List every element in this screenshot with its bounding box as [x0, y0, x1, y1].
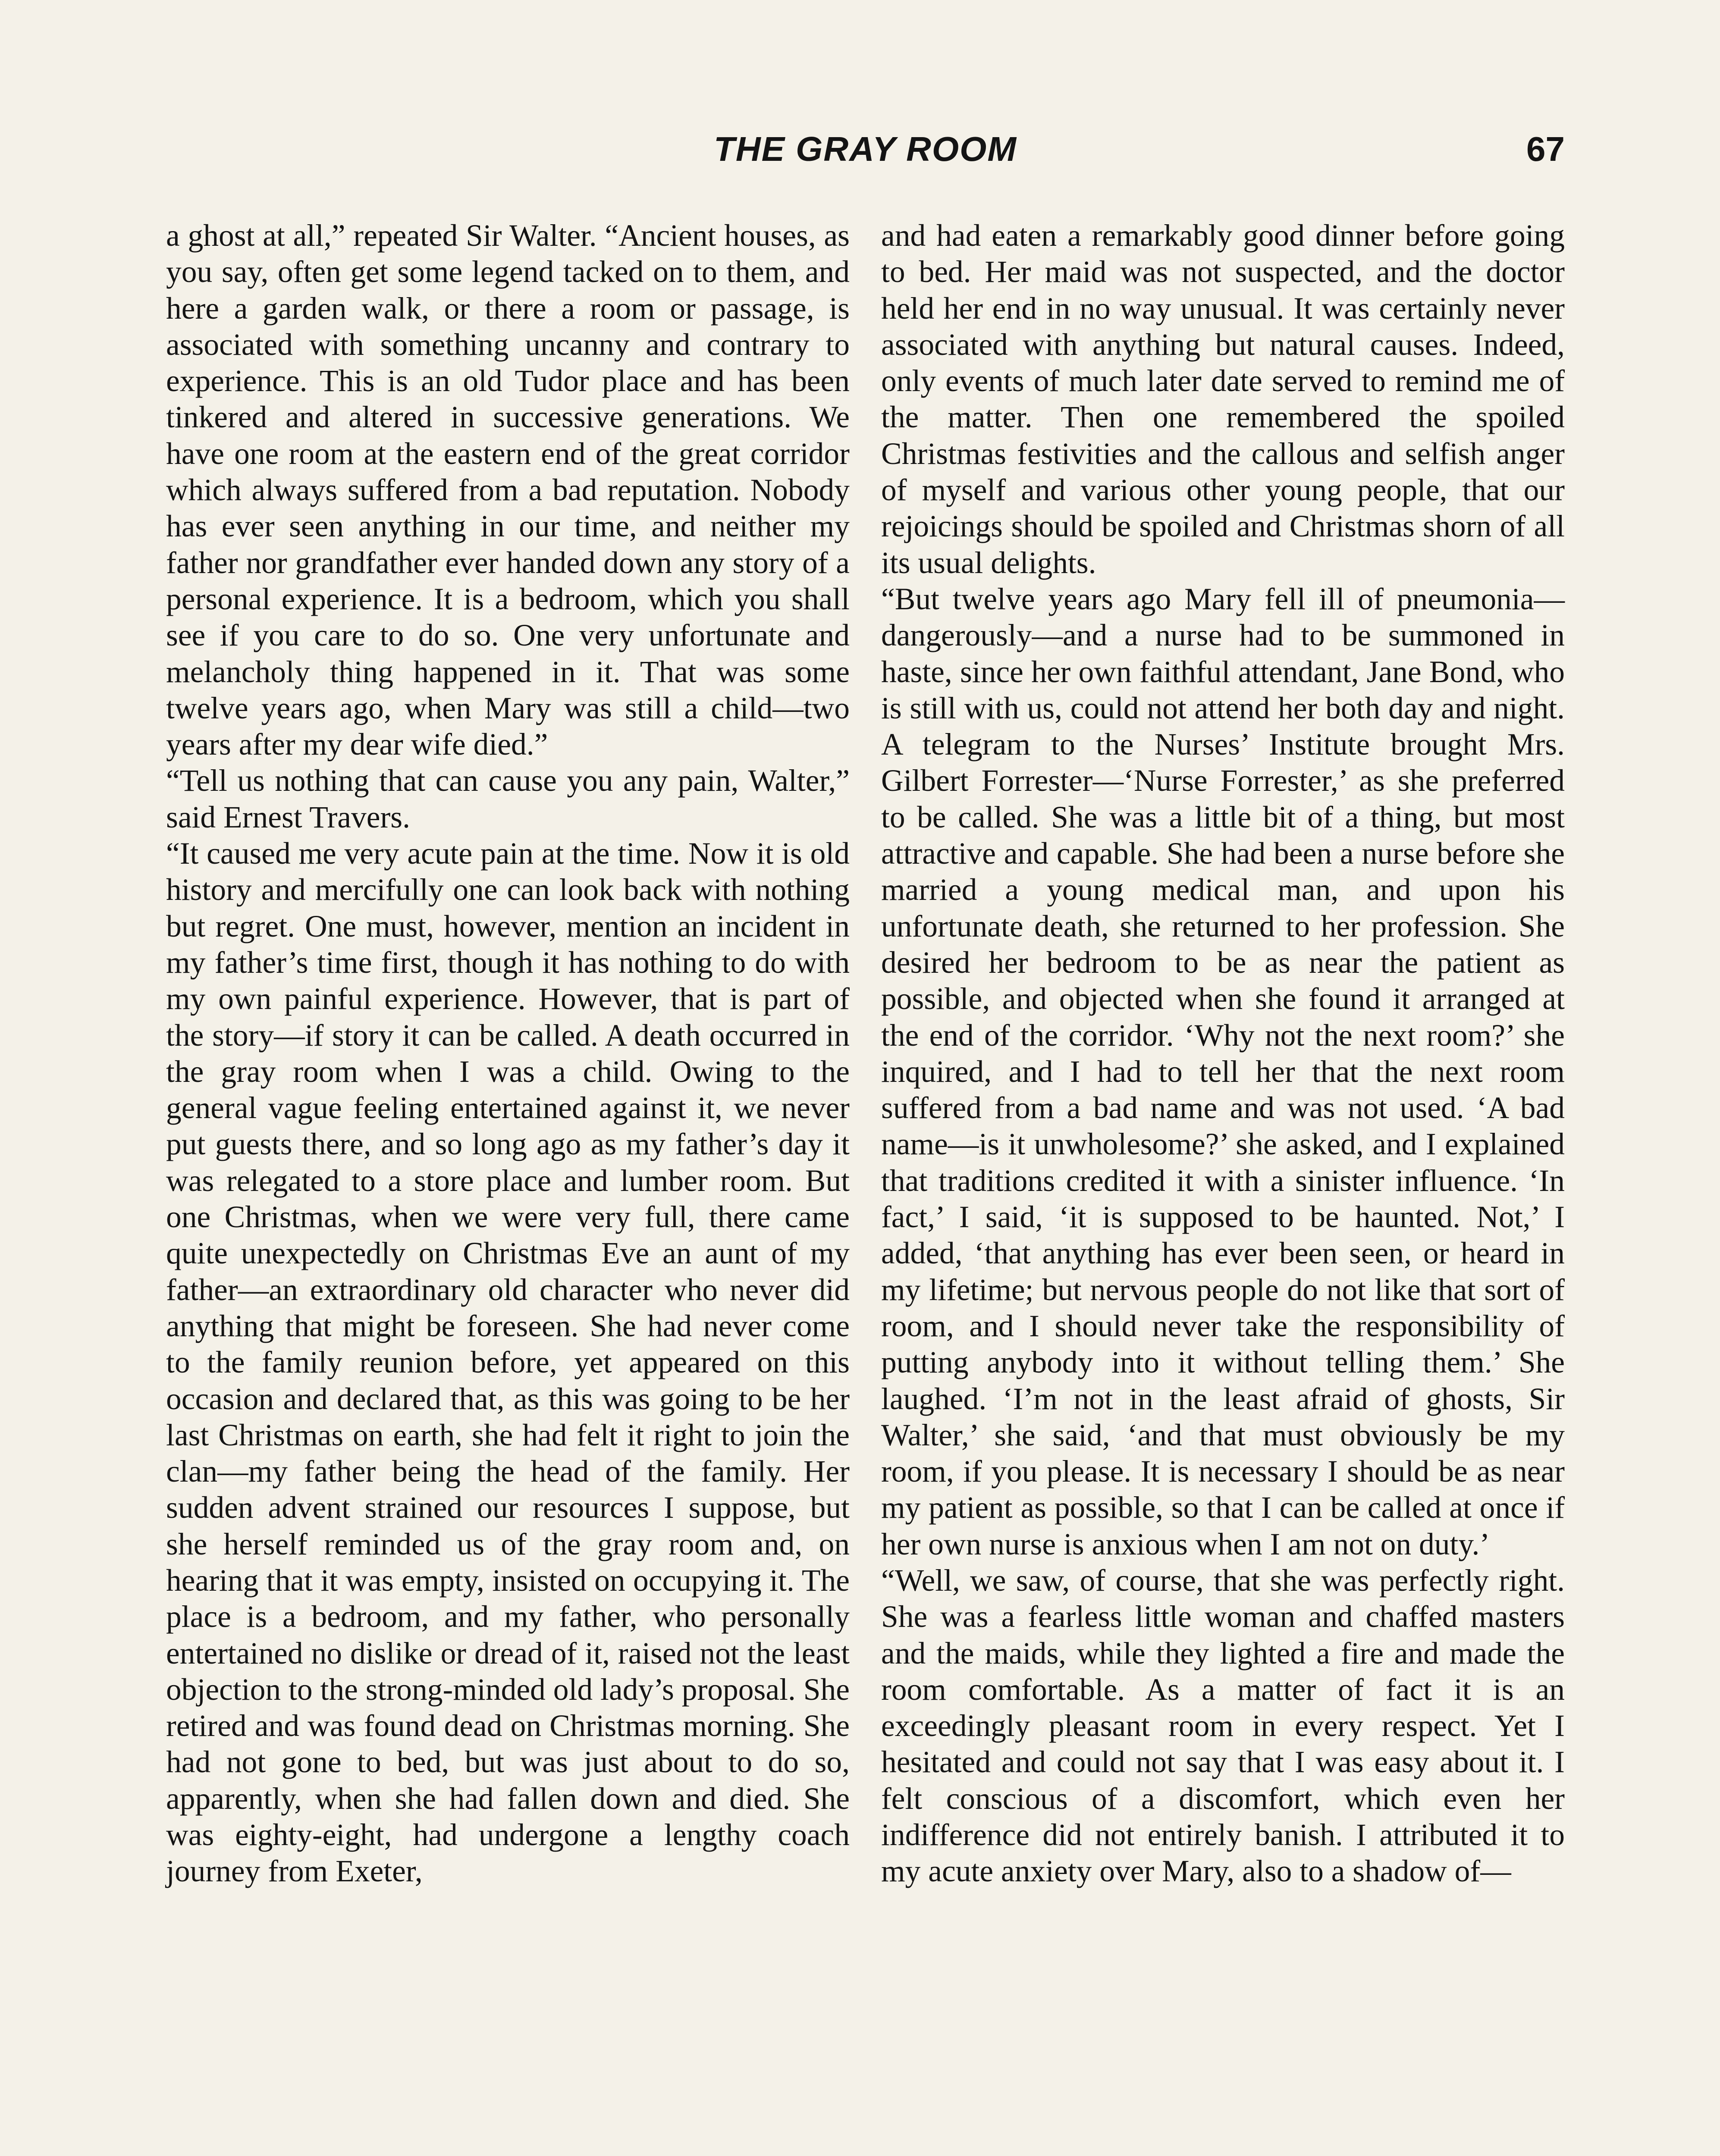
paragraph: and had eaten a remarkably good dinner before going to bed. Her maid was not suspected, and the doctor held her end in no way unusual. It was certainly never associated with anything but natural causes. Indeed, only events of much later date served to remind me of the matter. Then one remembered the spoiled Christmas festivities and the callous and selfish anger of myself and various other young people, that our rejoicings should be spoiled and Christmas shorn of all its usual delights.	[881, 219, 1565, 580]
paragraph: “Tell us nothing that can cause you any pain, Walter,” said Ernest Travers.	[166, 764, 850, 834]
left-text-column	[166, 218, 850, 1890]
paragraph: “Well, we saw, of course, that she was perfectly right. She was a fearless little woman and chaffed masters and the maids, while they lighted a fire and made the room comfortable. As a matter of fact it is an exceedingly pleasant room in every respect. Yet I hesitated and could not say that I was easy about it. I felt conscious of a discomfort, which even her indifference did not entirely banish. I attributed it to my acute anxiety over Mary, also to a shadow of—	[881, 1563, 1565, 1889]
running-head	[166, 129, 1565, 181]
page-number: 67	[1526, 130, 1565, 168]
running-title: THE GRAY ROOM	[713, 130, 1017, 168]
right-text-column	[881, 218, 1565, 1890]
paragraph: a ghost at all,” repeated Sir Walter. “Ancient houses, as you say, often get some legend tacked on to them, and here a garden walk, or there a room or passage, is associated with something uncanny and contrary to experience. This is an old Tudor place and has been tinkered and altered in successive generations. We have one room at the eastern end of the great corridor which always suffered from a bad reputation. Nobody has ever seen anything in our time, and neither my father nor grandfather ever handed down any story of a personal experience. It is a bedroom, which you shall see if you care to do so. One very unfortunate and melancholy thing happened in it. That was some twelve years ago, when Mary was still a child—two years after my dear wife died.”	[166, 219, 850, 762]
paragraph: “But twelve years ago Mary fell ill of pneumonia—dangerously—and a nurse had to be summoned in haste, since her own faithful attendant, Jane Bond, who is still with us, could not attend her both day and night. A telegram to the Nurses’ Institute brought Mrs. Gilbert Forrester—‘Nurse Forrester,’ as she preferred to be called. She was a little bit of a thing, but most attractive and capable. She had been a nurse before she married a young medical man, and upon his unfortunate death, she returned to her profession. She desired her bedroom to be as near the patient as possible, and objected when she found it arranged at the end of the corridor. ‘Why not the next room?’ she inquired, and I had to tell her that the next room suffered from a bad name and was not used. ‘A bad name—is it unwholesome?’ she asked, and I explained that traditions credited it with a sinister influence. ‘In fact,’ I said, ‘it is supposed to be haunted. Not,’ I added, ‘that anything has ever been seen, or heard in my lifetime; but nervous people do not like that sort of room, and I should never take the responsibility of putting anybody into it without telling them.’ She laughed. ‘I’m not in the least afraid of ghosts, Sir Walter,’ she said, ‘and that must obviously be my room, if you please. It is necessary I should be as near my patient as possible, so that I can be called at once if her own nurse is anxious when I am not on duty.’	[881, 582, 1565, 1561]
paragraph: “It caused me very acute pain at the time. Now it is old history and mercifully one can look back with nothing but regret. One must, however, mention an incident in my father’s time first, though it has nothing to do with my own painful experience. However, that is part of the story—if story it can be called. A death occurred in the gray room when I was a child. Owing to the general vague feeling entertained against it, we never put guests there, and so long ago as my father’s day it was relegated to a store place and lumber room. But one Christmas, when we were very full, there came quite unexpectedly on Christmas Eve an aunt of my father—an extraordinary old character who never did anything that might be foreseen. She had never come to the family reunion before, yet appeared on this occasion and declared that, as this was going to be her last Christmas on earth, she had felt it right to join the clan—my father being the head of the family. Her sudden advent strained our resources I suppose, but she herself reminded us of the gray room and, on hearing that it was empty, insisted on occupying it. The place is a bedroom, and my father, who personally entertained no dislike or dread of it, raised not the least objection to the strong-minded old lady’s proposal. She retired and was found dead on Christmas morning. She had not gone to bed, but was just about to do so, apparently, when she had fallen down and died. She was eighty-eight, had undergone a lengthy coach journey from Exeter,	[166, 837, 850, 1889]
